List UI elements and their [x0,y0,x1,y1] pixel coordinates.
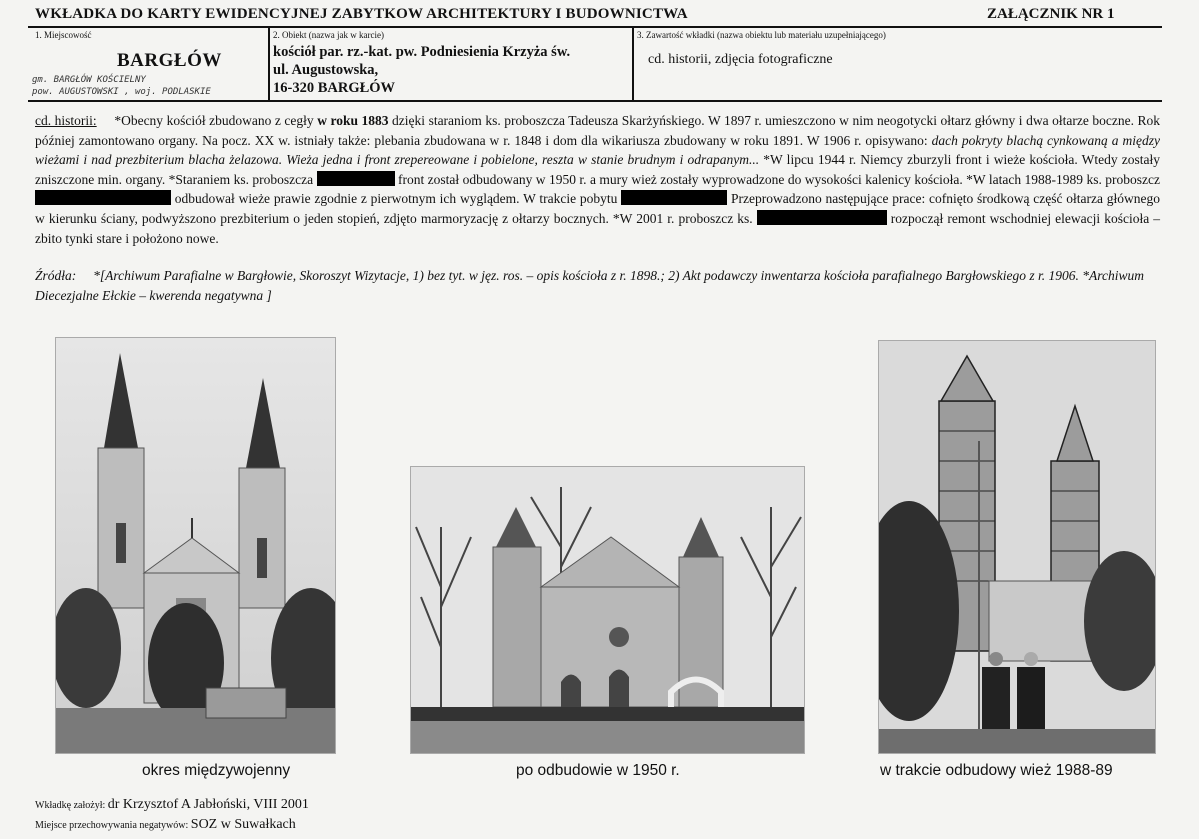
redaction-2 [35,190,171,205]
place-name: BARGŁÓW [117,50,222,71]
redaction-3 [621,190,727,205]
caption-photo-3: w trakcie odbudowy wież 1988-89 [880,762,1113,779]
object-line-2: ul. Augustowska, [273,62,379,78]
history-p2d: Przeprowadzono następujące prace: cofnięto środkową część ołtarza głównego w kierunku ściany, podwyższono prezbiterium o jeden stopień, zdjęto marmoryzację z ołtarzy bocznych. *W 2001 r. proboszcz ks. [35,191,1161,226]
annex-number: ZAŁĄCZNIK NR 1 [987,6,1115,22]
photo-reconstruction-1988 [878,340,1156,754]
storage-label: Miejsce przechowywania negatywów: [35,820,189,831]
history-p1b: w roku 1883 [317,113,389,128]
caption-photo-1: okres międzywojenny [142,762,291,779]
redaction-4 [757,210,887,225]
content-label: 3. Zawartość wkładki (nazwa obiektu lub materiału uzupełniającego) [637,30,886,40]
divider-2 [632,27,634,101]
redaction-1 [317,171,395,186]
content-value: cd. historii, zdjęcia fotograficzne [648,52,833,67]
caption-photo-2: po odbudowie w 1950 r. [516,762,680,779]
header-rule-top [28,26,1162,28]
history-p2: *W lipcu 1944 r. Niemcy zburzyli front i wieże kościoła. Wtedy zostały zniszczone min. organy. *Staraniem ks. proboszcza [35,152,1161,187]
place-note-2: pow. AUGUSTOWSKI , woj. PODLASKIE [32,87,211,97]
history-p2c: odbudował wieże prawie zgodnie z pierwotnym ich wyglądem. W trakcie pobytu [174,191,618,207]
divider-1 [268,27,270,101]
history-p1d: dach pokryty blachą cynkowaną a między wieżami i nad prezbiterium blacha żelazowa. Wieża jedna i front zrepereowane i pobielone, reszta w stanie brudnym i odrapanym... [35,132,1160,168]
place-note-1: gm. BARGŁÓW KOŚCIELNY [32,75,146,85]
sources-label: Źródła: [35,268,77,283]
document-title: WKŁADKA DO KARTY EWIDENCYJNEJ ZABYTKOW ARCHITEKTURY I BUDOWNICTWA [35,6,688,22]
history-p2b: front został odbudowany w 1950 r. a mury wież zostały wyprowadzone do wysokości kalenicy kościoła. *W latach 1988-1989 ks. proboszcz [397,171,1160,187]
history-p1c: dzięki staraniom ks. proboszcza Tadeusza Skarżyńskiego. W 1897 r. umieszczono w nim neogotycki ołtarz główny i dwa ołtarze boczne. Rok później zamontowano organy. Na pocz. XX w. istniały także: plebania zbudowana w r. 1848 i dom dla wikariusza zbudowany w roku 1891. W 1906 r. opisywano: [35,113,1160,148]
photo-after-1950 [410,466,805,754]
photo-interwar [55,337,336,754]
object-line-3: 16-320 BARGŁÓW [273,80,396,96]
object-line-1: kościół par. rz.-kat. pw. Podniesienia Krzyża św. [273,44,571,60]
object-label: 2. Obiekt (nazwa jak w karcie) [273,30,384,40]
storage-line [35,817,296,833]
history-p1a: *Obecny kościół zbudowano z cegły [114,113,318,128]
header-rule-bottom [28,100,1162,102]
founder-value: dr Krzysztof A Jabłoński, VIII 2001 [107,797,309,812]
founder-line [35,797,309,813]
founder-label: Wkładkę założył: [35,800,106,811]
sources-text: *[Archiwum Parafialne w Bargłowie, Skoroszyt Wizytacje, 1) bez tyt. w jęz. ros. – opis kościoła z r. 1898.; 2) Akt podawczy inwentarza kościoła parafialnego Bargłowskiego z r. 1906. *Archiwum Diecezjalne Ełckie – kwerenda negatywna ] [35,268,1144,303]
history-heading: cd. historii: [35,113,97,128]
place-label: 1. Miejscowość [35,30,92,40]
history-p2e: rozpoczął remont wschodniej elewacji kościoła – zbito tynki stare i położono nowe. [35,210,1161,246]
sources [35,266,1160,306]
storage-value: SOZ w Suwałkach [190,817,296,832]
history-text [35,111,1160,248]
